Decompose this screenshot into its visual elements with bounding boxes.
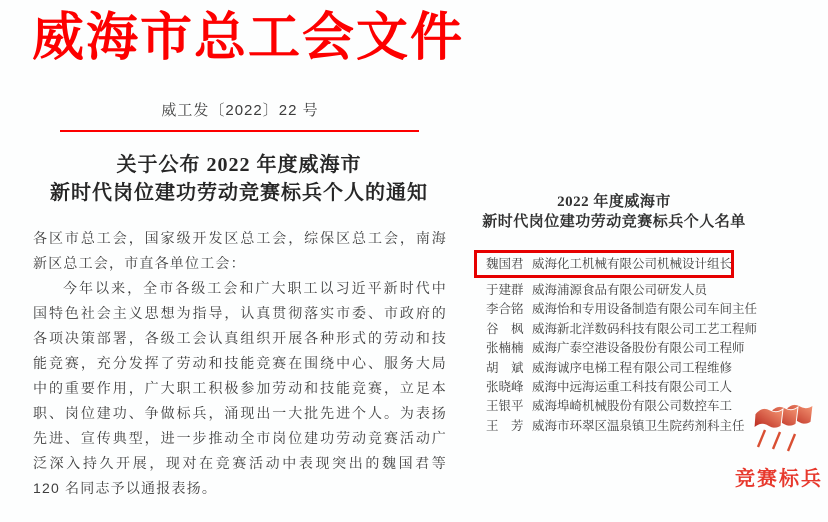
awardee-name: 李合铭 — [486, 302, 524, 317]
notice-body-line: 先进、宣传典型，进一步推动全市岗位建功劳动竞赛活动广 — [33, 430, 447, 446]
awardee-name: 张晓峰 — [486, 379, 524, 394]
notice-body-line: 新区总工会，市直各单位工会： — [33, 255, 246, 271]
awardee-name: 王银平 — [486, 399, 524, 414]
awardee-name: 于建群 — [486, 283, 524, 297]
notice-title — [18, 151, 460, 207]
awardee-name: 张楠楠 — [486, 341, 524, 356]
red-divider-line — [60, 130, 419, 132]
awardee-affiliation: 威海埠崎机械股份有限公司数控车工 — [532, 399, 733, 414]
awardee-name: 谷 枫 — [486, 321, 524, 336]
notice-body-line: 中的重要作用，广大职工积极参加劳动和技能竞赛，立足本 — [33, 380, 447, 396]
notice-body-line: 能竞赛，充分发挥了劳动和技能竞赛在围绕中心、服务大局 — [33, 355, 447, 371]
roster-row — [486, 320, 786, 339]
notice-body-line: 120 名同志予以通报表扬。 — [33, 480, 218, 496]
roster-title-line2: 新时代岗位建功劳动竞赛标兵个人名单 — [482, 214, 746, 230]
awardee-affiliation: 威海化工机械有限公司机械设计组长 — [532, 257, 733, 271]
notice-body-line: 国特色社会主义思想为指导，认真贯彻落实市委、市政府的 — [33, 305, 447, 321]
badge-label: 竞赛标兵 — [735, 468, 823, 490]
awardee-affiliation: 威海市环翠区温泉镇卫生院药剂科主任 — [532, 418, 745, 433]
roster-title-line1: 2022 年度威海市 — [557, 194, 671, 210]
awardee-affiliation: 威海广泰空港设备股份有限公司工程师 — [532, 341, 745, 356]
notice-title-line1: 关于公布 2022 年度威海市 — [116, 154, 362, 176]
notice-body-line: 职、岗位建功、争做标兵，涌现出一大批先进个人。为表扬 — [33, 405, 447, 421]
notice-body — [33, 226, 447, 501]
roster-row — [486, 300, 786, 319]
roster-row — [474, 250, 734, 278]
roster-row — [486, 339, 786, 358]
masthead-title: 威海市总工会文件 — [32, 10, 465, 67]
roster-title — [458, 192, 770, 232]
competition-badge — [733, 400, 825, 491]
notice-body-line: 泛深入持久开展，现对在竞赛活动中表现突出的魏国君等 — [33, 455, 447, 471]
roster-row — [486, 281, 786, 300]
roster-row — [486, 378, 786, 397]
notice-body-line: 各项决策部署，各级工会认真组织开展各种形式的劳动和技 — [33, 330, 447, 346]
awardee-affiliation: 威海新北洋数码科技有限公司工艺工程师 — [532, 321, 758, 336]
red-flags-icon — [747, 400, 815, 452]
document-number: 威工发〔2022〕22 号 — [161, 102, 319, 119]
awardee-name: 胡 斌 — [486, 360, 524, 375]
awardee-affiliation: 威海中远海运重工科技有限公司工人 — [532, 379, 733, 394]
awardee-name: 王 芳 — [486, 418, 524, 433]
awardee-affiliation: 威海浦源食品有限公司研发人员 — [532, 283, 708, 297]
notice-title-line2: 新时代岗位建功劳动竞赛标兵个人的通知 — [50, 182, 428, 204]
roster-row — [486, 359, 786, 378]
notice-body-line: 各区市总工会，国家级开发区总工会，综保区总工会，南海 — [33, 230, 447, 246]
awardee-affiliation: 威海诚序电梯工程有限公司工程维修 — [532, 360, 733, 375]
notice-body-line: 今年以来，全市各级工会和广大职工以习近平新时代中 — [63, 280, 447, 296]
awardee-affiliation: 威海怡和专用设备制造有限公司车间主任 — [532, 302, 758, 317]
awardee-name: 魏国君 — [486, 257, 524, 271]
